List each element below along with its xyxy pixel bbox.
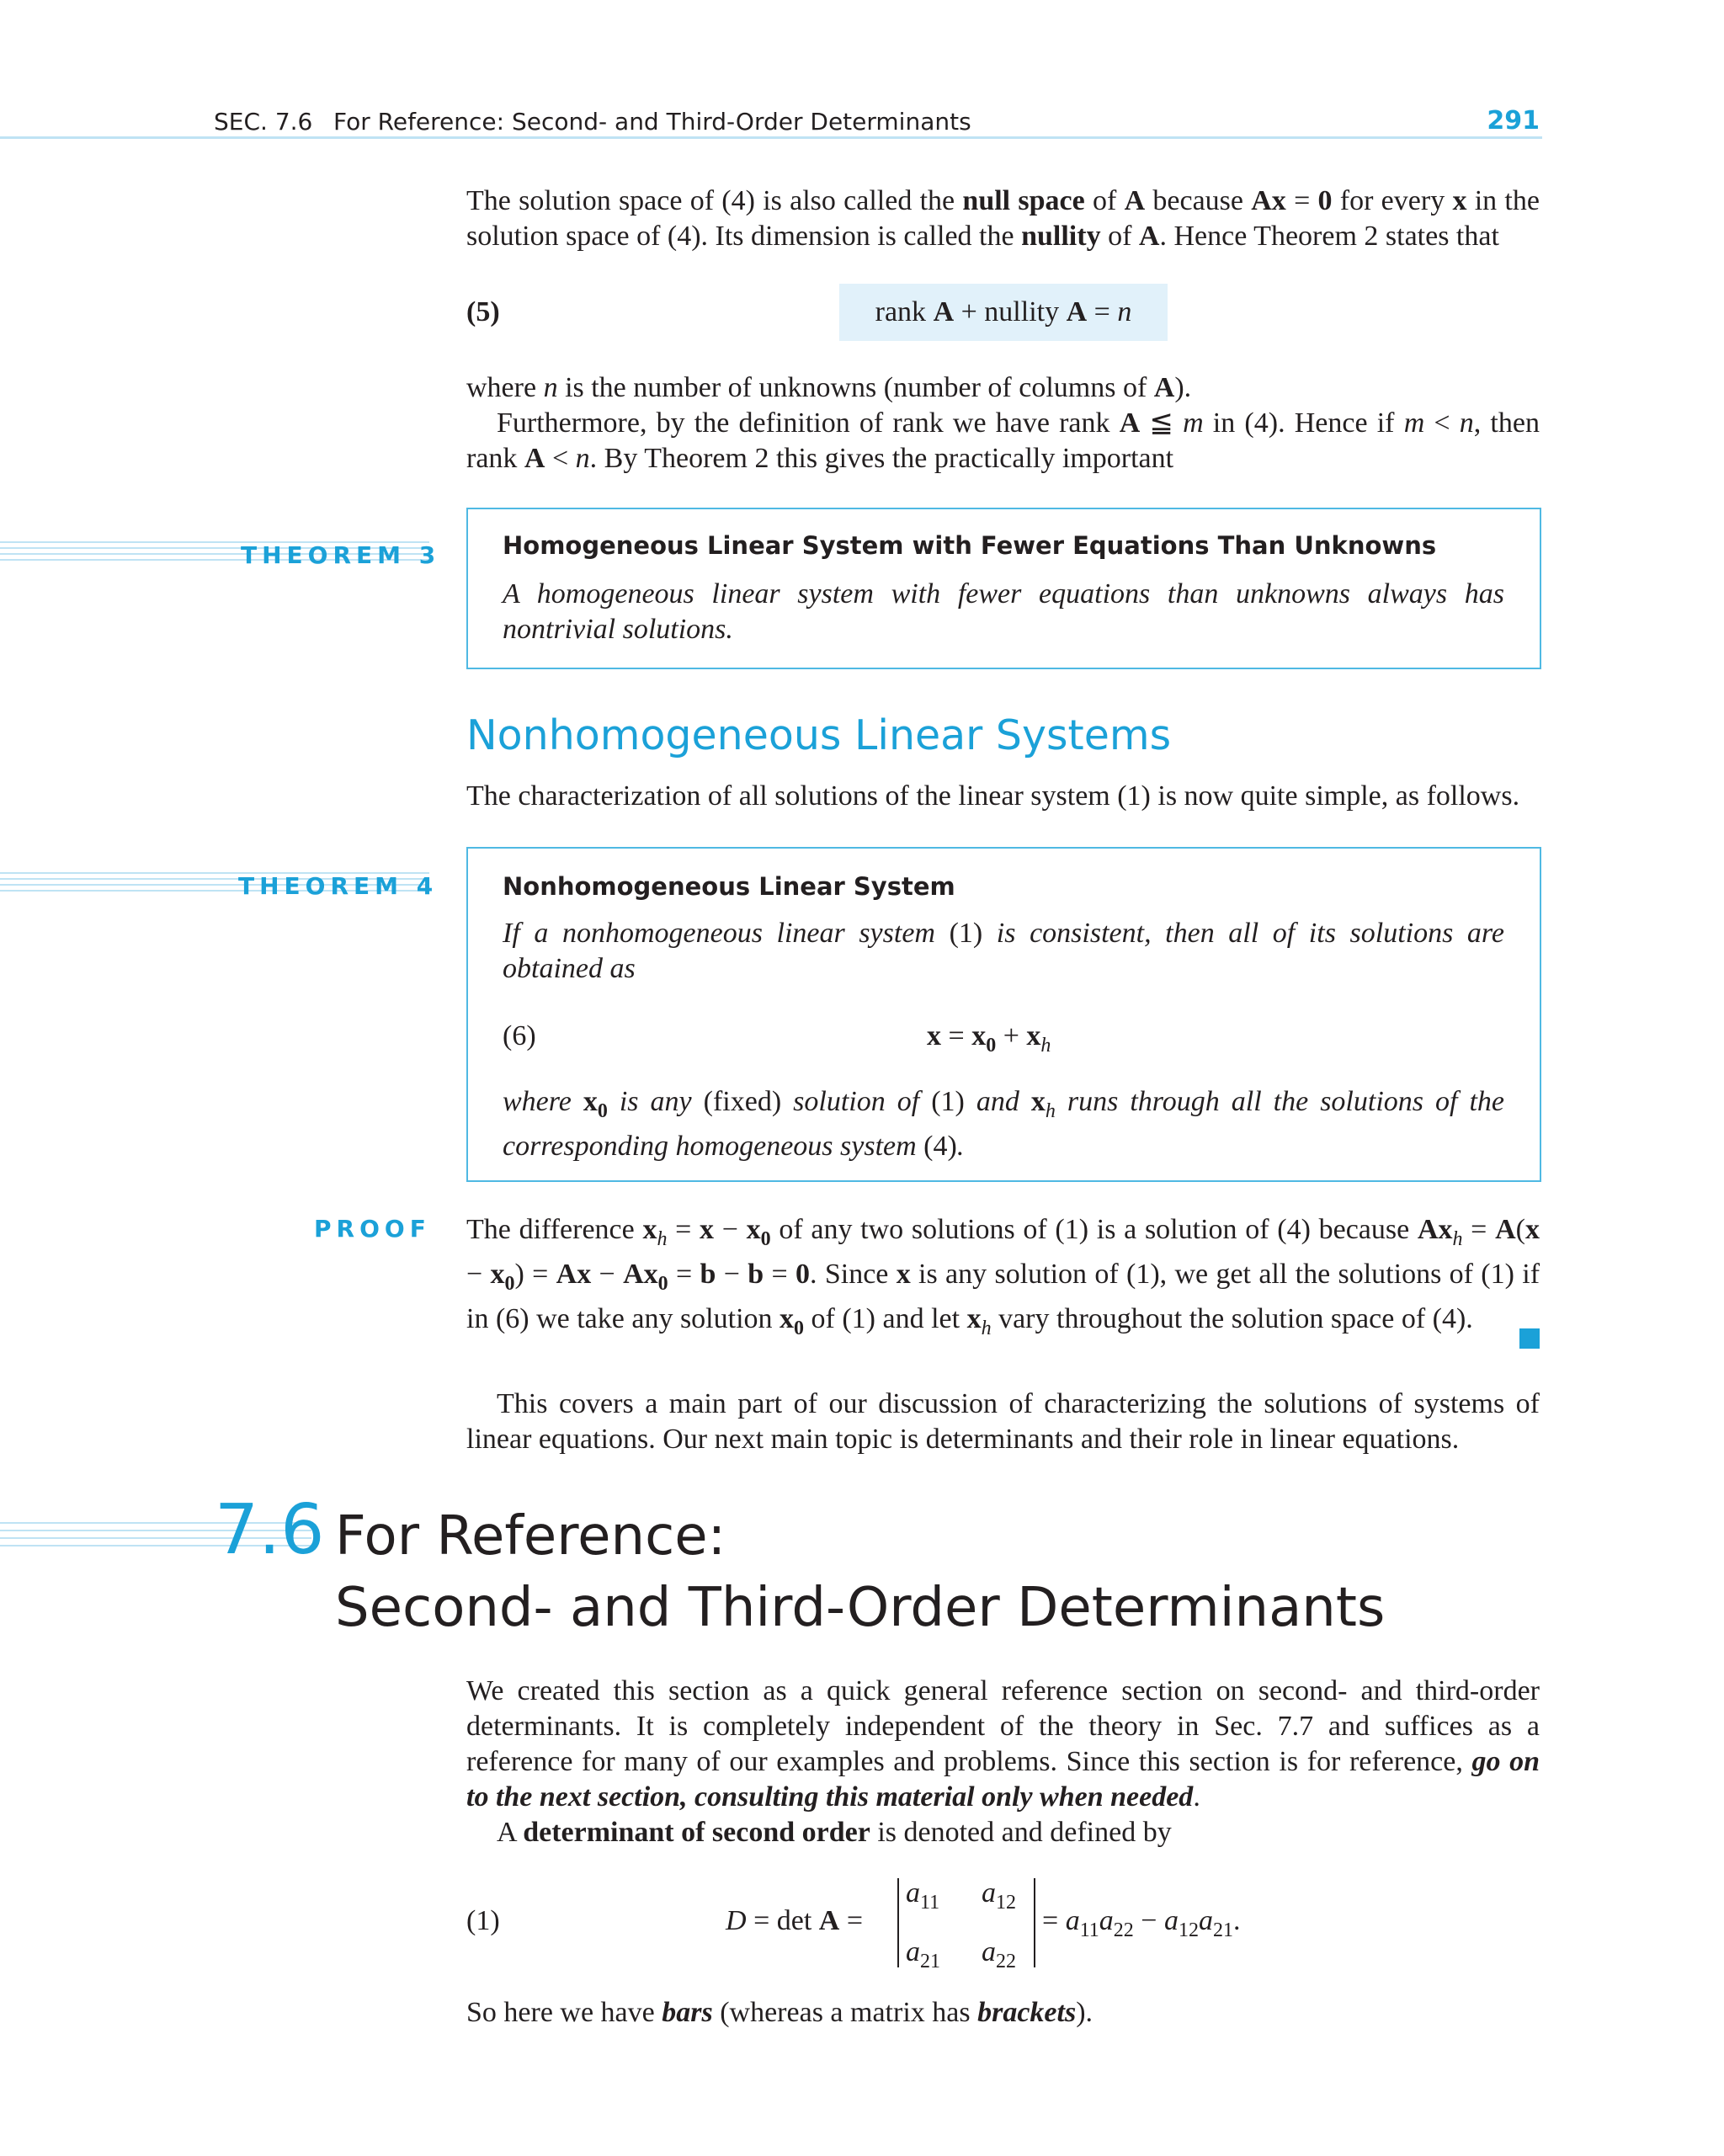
section-intro-paragraph: We created this section as a quick general reference section on second- and third-order determinants. It is completely independent of the theory in Sec. 7.7 and suffices as a reference for many of our examples and problems. Since this section is for reference, go on to the next section, consulting this material only when needed. A determinant of second order is denoted and defined by <box>466 1675 1540 1848</box>
determinant-left-bar <box>897 1878 899 1967</box>
determinant-right-bar <box>1034 1878 1035 1967</box>
qed-square-icon <box>1519 1328 1540 1349</box>
equation-6: $x = x_0 + x_h$ <box>927 1020 1051 1057</box>
running-header <box>214 104 1540 138</box>
rank-paragraph: where n is the number of unknowns (number of columns of A). Furthermore, by the definition of rank we have rank A ≦ m in (4). Hence if m < n, then rank A < n. By Theorem 2 this gives the practically important <box>466 372 1540 474</box>
bars-paragraph: So here we have bars (whereas a matrix has brackets). <box>466 1997 1093 2028</box>
theorem-4-box <box>466 847 1541 1182</box>
theorem-4-label: THEOREM 4 <box>238 872 439 900</box>
closing-paragraph: This covers a main part of our discussion of characterizing the solutions of systems of linear equations. Our next main topic is determinants and their role in linear equations. <box>466 1388 1540 1455</box>
characterization-paragraph: The characterization of all solutions of the linear system (1) is now quite simple, as follows. <box>466 780 1520 812</box>
determinant-lhs: D = det A = <box>726 1905 864 1936</box>
page-number: 291 <box>1487 106 1540 136</box>
theorem-4-where-clause: where $x_0$ is any (fixed) solution of (1) and $x_h$ runs through all the solutions of the corresponding homogeneous system (4). <box>503 1086 1504 1162</box>
theorem-4-body: If a nonhomogeneous linear system (1) is consistent, then all of its solutions are obtained as <box>503 918 1504 984</box>
header-section-number: SEC. 7.6 <box>214 108 313 136</box>
proof-label: PROOF <box>314 1215 431 1243</box>
equation-5-highlight <box>839 284 1168 341</box>
theorem-3-box <box>466 508 1541 669</box>
section-title-line-2: Second- and Third-Order Determinants <box>335 1577 1386 1639</box>
entry-a11: $a_{11}$ <box>906 1877 940 1914</box>
determinant-equation-number: (1) <box>466 1905 500 1936</box>
theorem-4-title: Nonhomogeneous Linear System <box>503 872 955 901</box>
theorem-3-title: Homogeneous Linear System with Fewer Equations Than Unknowns <box>503 531 1437 560</box>
determinant-rhs: = $a_{11}a_{22} - a_{12}a_{21}$. <box>1042 1905 1241 1941</box>
entry-a21: $a_{21}$ <box>906 1936 940 1972</box>
proof-paragraph: The difference $x_h = x - x_0$ of any two solutions of (1) is a solution of (4) because $Ax_h = A(x - x_0) = Ax - Ax_0 = b - b = 0$. Since x is any solution of (1), we get all the solutions of (1) if in (6) we take any solution $x_0$ of (1) and let $x_h$ vary throughout the solution space of (4). <box>466 1214 1540 1339</box>
section-number: 7.6 <box>215 1490 325 1570</box>
header-title: For Reference: Second- and Third-Order Determinants <box>333 108 971 136</box>
subsection-heading: Nonhomogeneous Linear Systems <box>466 711 1172 759</box>
entry-a22: $a_{22}$ <box>982 1936 1016 1972</box>
intro-paragraph: The solution space of (4) is also called the null space of A because Ax = 0 for every x in the solution space of (4). Its dimension is called the nullity of A. Hence Theorem 2 states that <box>466 185 1540 252</box>
theorem-3-body: A homogeneous linear system with fewer equations than unknowns always has nontrivial solutions. <box>503 578 1504 645</box>
equation-6-number: (6) <box>503 1020 536 1051</box>
section-title-line-1: For Reference: <box>335 1505 726 1568</box>
header-rule <box>0 136 1542 139</box>
theorem-3-label: THEOREM 3 <box>241 541 441 569</box>
equation-5: rank A + nullity A = n <box>875 296 1132 327</box>
equation-5-number: (5) <box>466 296 500 327</box>
entry-a12: $a_{12}$ <box>982 1877 1016 1914</box>
